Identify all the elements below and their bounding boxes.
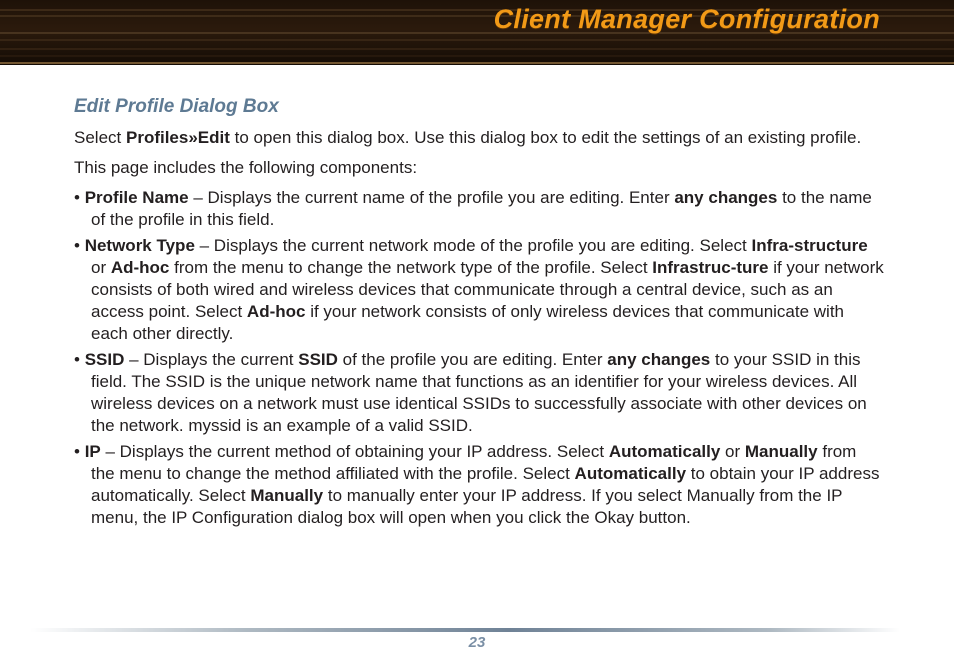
footer-divider	[30, 628, 900, 632]
bullet-term: Network Type	[84, 236, 195, 255]
bullet-term: Profile Name	[84, 188, 189, 207]
bullet-text: – Displays the current method of obtaining your IP address. Select	[100, 442, 609, 461]
bullet-emphasis: Infrastruc-ture	[652, 258, 769, 277]
bullet-text: if your network consists of only wireless devices that communicate with each other directly.	[91, 302, 845, 343]
main-content	[74, 95, 884, 533]
bullet-emphasis: Automatically	[574, 464, 687, 483]
bullet-emphasis: Ad-hoc	[110, 258, 170, 277]
bullet-emphasis: any changes	[607, 350, 711, 369]
bullet-text: or	[91, 258, 111, 277]
section-heading: Edit Profile Dialog Box	[74, 96, 279, 117]
bullet-network-type: • Network Type – Displays the current network mode of the profile you are editing. Select Infra-structure or Ad-hoc from the menu to change the network type of the profile. Select Infrastruc-ture if your network consists of both wired and wireless devices that communicate through a central device, such as an access point. Select Ad-hoc if your network consists of only wireless devices that communicate with each other directly.	[74, 236, 884, 343]
intro-text: to open this dialog box. Use this dialog box to edit the settings of an existing profile.	[229, 128, 862, 147]
bullet-text: – Displays the current name of the profile you are editing. Enter	[188, 188, 675, 207]
bullet-ip: • IP – Displays the current method of obtaining your IP address. Select Automatically or Manually from the menu to change the method affiliated with the profile. Select Automatically to obtain your IP address automatically. Select Manually to manually enter your IP address. If you select Manually from the IP menu, the IP Configuration dialog box will open when you click the Okay button.	[74, 442, 880, 527]
bullet-text: to manually enter your IP address. If you select Manually from the IP menu, the IP Configuration dialog box will open when you click the Okay button.	[91, 486, 843, 527]
bullet-profile-name: • Profile Name – Displays the current name of the profile you are editing. Enter any changes to the name of the profile in this field.	[74, 188, 872, 229]
bullet-text: or	[720, 442, 745, 461]
bullet-text: of the profile you are editing. Enter	[337, 350, 608, 369]
header-banner	[0, 0, 954, 65]
bullet-text: from the menu to change the network type of the profile. Select	[169, 258, 653, 277]
intro-text: Select	[74, 128, 126, 147]
page-number: 23	[468, 634, 486, 651]
bullet-emphasis: SSID	[298, 350, 338, 369]
bullet-text: to obtain your IP address automatically. Select	[91, 464, 880, 505]
bullet-text: from the menu to change the method affiliated with the profile. Select	[91, 442, 857, 483]
intro-paragraph	[74, 127, 884, 149]
bullet-text: to your SSID in this field. The SSID is the unique network name that functions as an identifier for your wireless devices. All wireless devices on a network must use identical SSIDs to successfully associate with other devices on the network. myssid is an example of a valid SSID.	[91, 350, 867, 435]
bullet-term: IP	[84, 442, 101, 461]
bullet-emphasis: Manually	[744, 442, 818, 461]
bullet-text: if your network consists of both wired and wireless devices that communicate through a central device, such as an access point. Select	[91, 258, 884, 321]
bullet-text: – Displays the current	[124, 350, 299, 369]
bullet-emphasis: any changes	[674, 188, 778, 207]
bullet-ssid: • SSID – Displays the current SSID of the profile you are editing. Enter any changes to your SSID in this field. The SSID is the unique network name that functions as an identifier for your wireless devices. All wireless devices on a network must use identical SSIDs to successfully associate with other devices on the network. myssid is an example of a valid SSID.	[74, 350, 867, 435]
page-title: Client Manager Configuration	[493, 4, 880, 34]
bullet-emphasis: Infra-structure	[751, 236, 868, 255]
bullet-emphasis: Ad-hoc	[246, 302, 306, 321]
intro-menu-path: Profiles»Edit	[125, 128, 230, 147]
bullet-emphasis: Automatically	[608, 442, 721, 461]
components-intro: This page includes the following components:	[74, 158, 418, 177]
bullet-text: – Displays the current network mode of the profile you are editing. Select	[194, 236, 752, 255]
bullet-text: to the name of the profile in this field.	[91, 188, 872, 229]
bullet-emphasis: Manually	[250, 486, 324, 505]
bullet-term: SSID	[84, 350, 125, 369]
